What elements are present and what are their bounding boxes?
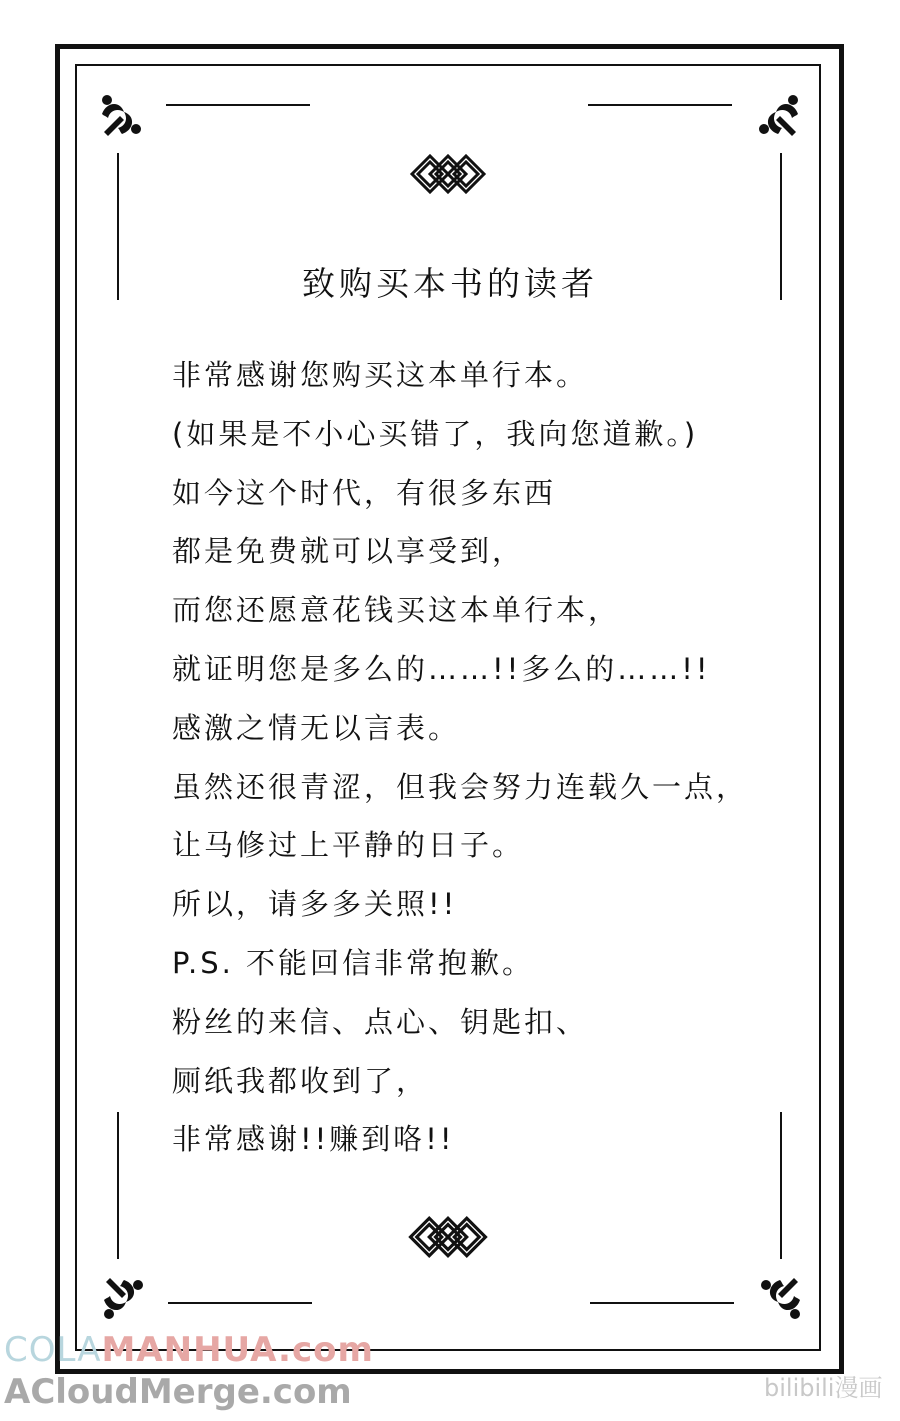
bottom-right-rule	[590, 1302, 734, 1304]
letter-line: 感激之情无以言表。	[172, 710, 461, 745]
top-left-rule	[166, 104, 310, 106]
bottom-left-rule	[168, 1302, 312, 1304]
group-watermark: ACloudMerge.com	[4, 1372, 352, 1412]
letter-line: 如今这个时代，有很多东西	[172, 475, 557, 510]
page-title: 致购买本书的读者	[302, 264, 598, 303]
interlocking-diamonds-icon	[408, 150, 488, 198]
site-watermark-main: MANHUA.com	[101, 1330, 374, 1370]
letter-line: P.S. 不能回信非常抱歉。	[172, 945, 535, 980]
letter-body	[172, 346, 812, 1169]
letter-line: (如果是不小心买错了，我向您道歉。)	[172, 416, 699, 451]
letter-line: 而您还愿意花钱买这本单行本，	[172, 593, 621, 628]
platform-logo: bilibili漫画	[764, 1374, 883, 1402]
letter-line: 非常感谢您购买这本单行本。	[172, 358, 589, 392]
letter-line: 都是免费就可以享受到，	[172, 534, 525, 569]
fleur-de-lis-icon	[750, 86, 802, 138]
letter-line: 就证明您是多么的……!!多么的……!!	[172, 651, 711, 686]
fleur-de-lis-icon	[100, 1276, 152, 1328]
fleur-de-lis-icon	[752, 1276, 804, 1328]
left-lower-rule	[117, 1112, 119, 1259]
letter-line: 非常感谢!!赚到咯!!	[172, 1122, 455, 1157]
site-watermark-prefix: COLA	[4, 1330, 102, 1370]
letter-line: 所以，请多多关照!!	[172, 887, 458, 922]
letter-line: 让马修过上平静的日子。	[172, 828, 525, 863]
interlocking-diamonds-icon	[405, 1212, 491, 1262]
letter-line: 粉丝的来信、点心、钥匙扣、	[172, 1004, 589, 1039]
top-right-rule	[588, 104, 732, 106]
letter-line: 厕纸我都收到了，	[172, 1063, 429, 1098]
letter-line: 虽然还很青涩，但我会努力连载久一点，	[172, 769, 749, 804]
site-watermark	[4, 1330, 374, 1370]
fleur-de-lis-icon	[98, 86, 150, 138]
